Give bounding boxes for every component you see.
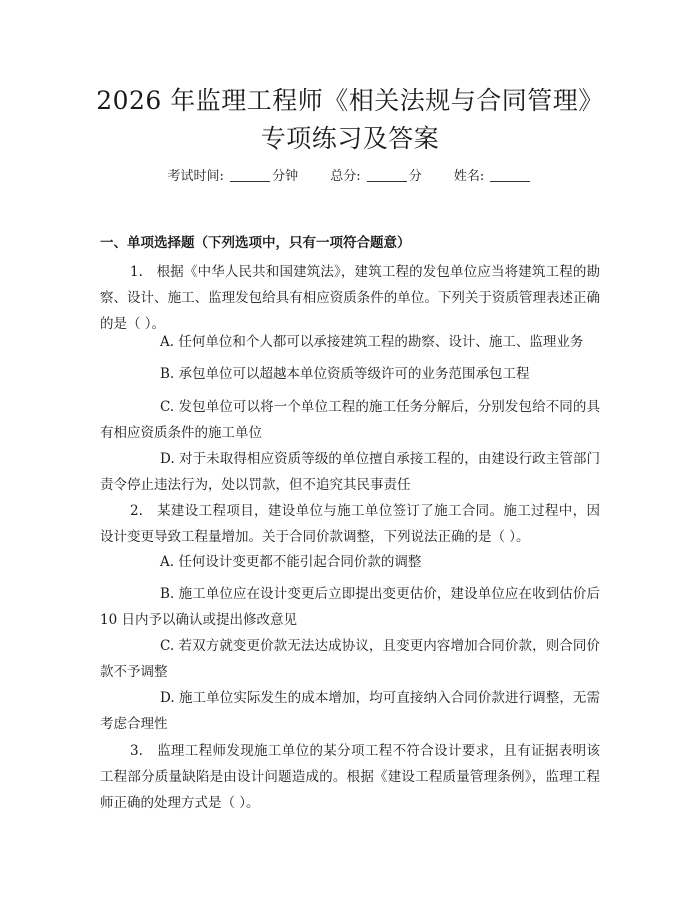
question-3-stem: 3. 监理工程师发现施工单位的某分项工程不符合设计要求，且有证据表明该工程部分质量缺陷是由设计问题造成的。根据《建设工程质量管理条例》，监理工程师正确的处理方式是（ ）。	[100, 743, 600, 811]
question-1-option-c: C. 发包单位可以将一个单位工程的施工任务分解后，分别发包给不同的具有相应资质条件的施工单位	[100, 399, 600, 441]
question-2-option-a: A. 任何设计变更都不能引起合同价款的调整	[160, 554, 422, 570]
exam-time-blank	[230, 169, 270, 182]
question-2-option-d: D. 施工单位实际发生的成本增加，均可直接纳入合同价款进行调整，无需考虑合理性	[100, 690, 600, 732]
question-2-stem: 2. 某建设工程项目，建设单位与施工单位签订了施工合同。施工过程中，因设计变更导致工程量增加。关于合同价款调整，下列说法正确的是（ ）。	[100, 503, 600, 545]
total-score-unit: 分	[408, 169, 422, 184]
exam-info-bar	[0, 168, 700, 186]
name-blank	[490, 169, 530, 182]
total-score-field	[330, 168, 422, 186]
total-score-label: 总分:	[330, 169, 361, 184]
document-title-line1: 2026 年监理工程师《相关法规与合同管理》	[96, 86, 604, 115]
name-field	[454, 168, 533, 186]
exam-time-unit: 分钟	[272, 169, 299, 184]
total-score-blank	[367, 169, 407, 182]
question-1-stem: 1. 根据《中华人民共和国建筑法》，建筑工程的发包单位应当将建筑工程的勘察、设计、施工、监理发包给具有相应资质条件的单位。下列关于资质管理表述正确的是（ ）。	[100, 264, 600, 332]
question-1-option-b: B. 承包单位可以超越本单位资质等级许可的业务范围承包工程	[160, 366, 530, 382]
question-2-option-b: B. 施工单位应在设计变更后立即提出变更估价，建设单位应在收到估价后 10 日内予以确认或提出修改意见	[100, 586, 600, 628]
exam-time-field	[168, 168, 299, 186]
document-title-line2: 专项练习及答案	[260, 124, 440, 153]
question-1-option-a: A. 任何单位和个人都可以承接建筑工程的勘察、设计、施工、监理业务	[160, 334, 584, 350]
question-1-option-d: D. 对于未取得相应资质等级的单位擅自承接工程的，由建设行政主管部门责令停止违法行为，处以罚款，但不追究其民事责任	[100, 451, 600, 493]
exam-time-label: 考试时间:	[167, 169, 224, 184]
section-heading: 一、单项选择题（下列选项中，只有一项符合题意）	[100, 235, 411, 251]
name-label: 姓名:	[453, 169, 485, 184]
question-2-option-c: C. 若双方就变更价款无法达成协议，且变更内容增加合同价款，则合同价款不予调整	[100, 638, 600, 680]
